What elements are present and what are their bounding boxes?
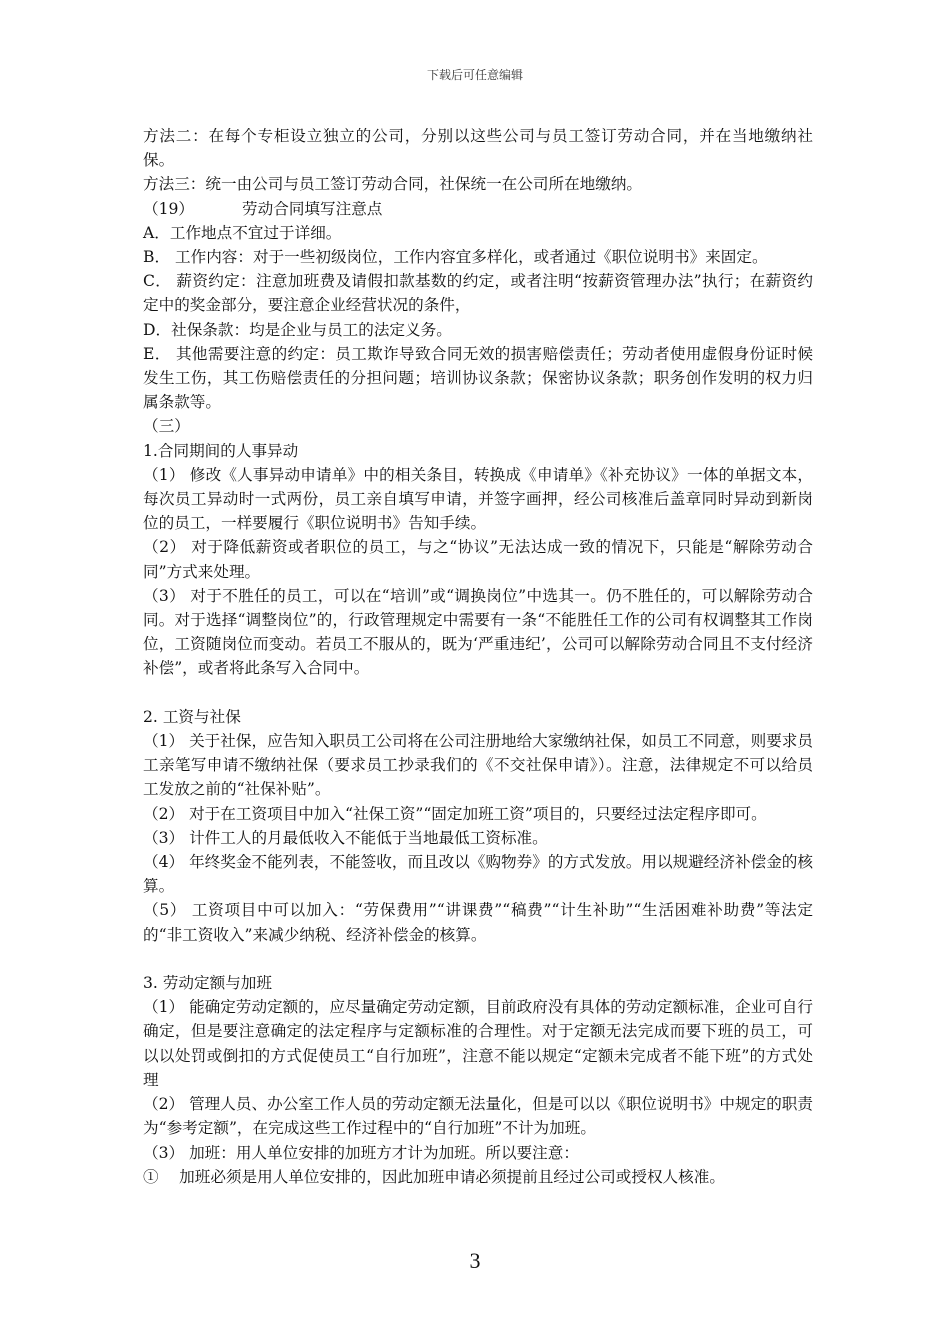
subheading-wages-social: 2. 工资与社保	[143, 707, 241, 726]
page-header: 下载后可任意编辑	[426, 68, 523, 82]
paragraph-2-5: （5） 工资项目中可以加入：“劳保费用”“讲课费”“稿费”“计生补助”“生活困难补助费”等法定的“非工资收入”来减少纳税、经济补偿金的核算。	[143, 901, 813, 944]
paragraph-item-d: D．社保条款：均是企业与员工的法定义务。	[143, 320, 452, 339]
subheading-quota-overtime: 3. 劳动定额与加班	[143, 974, 272, 993]
paragraph-3-1: （1） 能确定劳动定额的，应尽量确定劳动定额，目前政府没有具体的劳动定额标准，企业可自行确定，但是要注意确定的法定程序与定额标准的合理性。对于定额无法完成而要下班的员工，可以以处罚或倒扣的方式促使员工“自行加班”，注意不能以规定“定额未完成者不能下班”的方式处理	[143, 998, 813, 1089]
paragraph-1-2: （2） 对于降低薪资或者职位的员工，与之“协议”无法达成一致的情况下，只能是“解除劳动合同”方式来处理。	[143, 538, 813, 581]
section-number: （19）	[143, 199, 195, 218]
paragraph-method-three: 方法三：统一由公司与员工签订劳动合同，社保统一在公司所在地缴纳。	[143, 175, 643, 194]
section-title: 劳动合同填写注意点	[242, 199, 383, 218]
paragraph-method-two: 方法二：在每个专柜设立独立的公司，分别以这些公司与员工签订劳动合同，并在当地缴纳社保。	[143, 127, 813, 170]
paragraph-2-2: （2） 对于在工资项目中加入“社保工资”“固定加班工资”项目的，只要经过法定程序即可。	[143, 804, 767, 823]
section-heading-3: （三）	[143, 417, 190, 436]
section-heading-19	[143, 197, 813, 221]
paragraph-2-1: （1） 关于社保，应告知入职员工公司将在公司注册地给大家缴纳社保，如员工不同意，则要求员工亲笔写申请不缴纳社保（要求员工抄录我们的《不交社保申请》）。注意，法律规定不可以给员工发放之前的“社保补贴”。	[143, 732, 813, 799]
page-number: 3	[469, 1248, 481, 1273]
document-body	[143, 124, 813, 1189]
paragraph-item-e: E． 其他需要注意的约定：员工欺诈导致合同无效的损害赔偿责任；劳动者使用虚假身份证时候发生工伤，其工伤赔偿责任的分担问题；培训协议条款；保密协议条款；职务创作发明的权力归属条款等。	[143, 344, 813, 412]
paragraph-3-3: （3） 加班：用人单位安排的加班方才计为加班。所以要注意：	[143, 1143, 579, 1162]
subheading-personnel-change: 1.合同期间的人事异动	[143, 441, 299, 460]
paragraph-1-3: （3） 对于不胜任的员工，可以在“培训”或“调换岗位”中选其一。仍不胜任的，可以解除劳动合同。对于选择“调整岗位”的，行政管理规定中需要有一条“不能胜任工作的公司有权调整其工作岗位，工资随岗位而变动。若员工不服从的，既为‘严重违纪’，公司可以解除劳动合同且不支付经济补偿”，或者将此条写入合同中。	[143, 586, 813, 678]
paragraph-2-3: （3） 计件工人的月最低收入不能低于当地最低工资标准。	[143, 828, 548, 847]
blank-line	[143, 947, 813, 971]
paragraph-2-4: （4） 年终奖金不能列表，不能签收，而且改以《购物券》的方式发放。用以规避经济补偿金的核算。	[143, 853, 813, 896]
paragraph-item-b: B． 工作内容：对于一些初级岗位，工作内容宜多样化，或者通过《职位说明书》来固定。	[143, 248, 768, 267]
paragraph-item-c: C． 薪资约定：注意加班费及请假扣款基数的约定，或者注明“按薪资管理办法”执行；在薪资约定中的奖金部分，要注意企业经营状况的条件，	[143, 272, 813, 315]
paragraph-1-1: （1） 修改《人事异动申请单》中的相关条目，转换成《申请单》《补充协议》一体的单据文本，每次员工异动时一式两份，员工亲自填写申请，并签字画押，经公司核准后盖章同时异动到新岗位的员工，一样要履行《职位说明书》告知手续。	[143, 465, 813, 533]
blank-line	[143, 681, 813, 705]
paragraph-item-a: A．工作地点不宜过于详细。	[143, 223, 342, 242]
paragraph-3-2: （2） 管理人员、办公室工作人员的劳动定额无法量化，但是可以以《职位说明书》中规定的职责为“参考定额”，在完成这些工作过程中的“自行加班”不计为加班。	[143, 1095, 813, 1138]
paragraph-3-3-item-1: ① 加班必须是用人单位安排的，因此加班申请必须提前且经过公司或授权人核准。	[143, 1167, 725, 1186]
